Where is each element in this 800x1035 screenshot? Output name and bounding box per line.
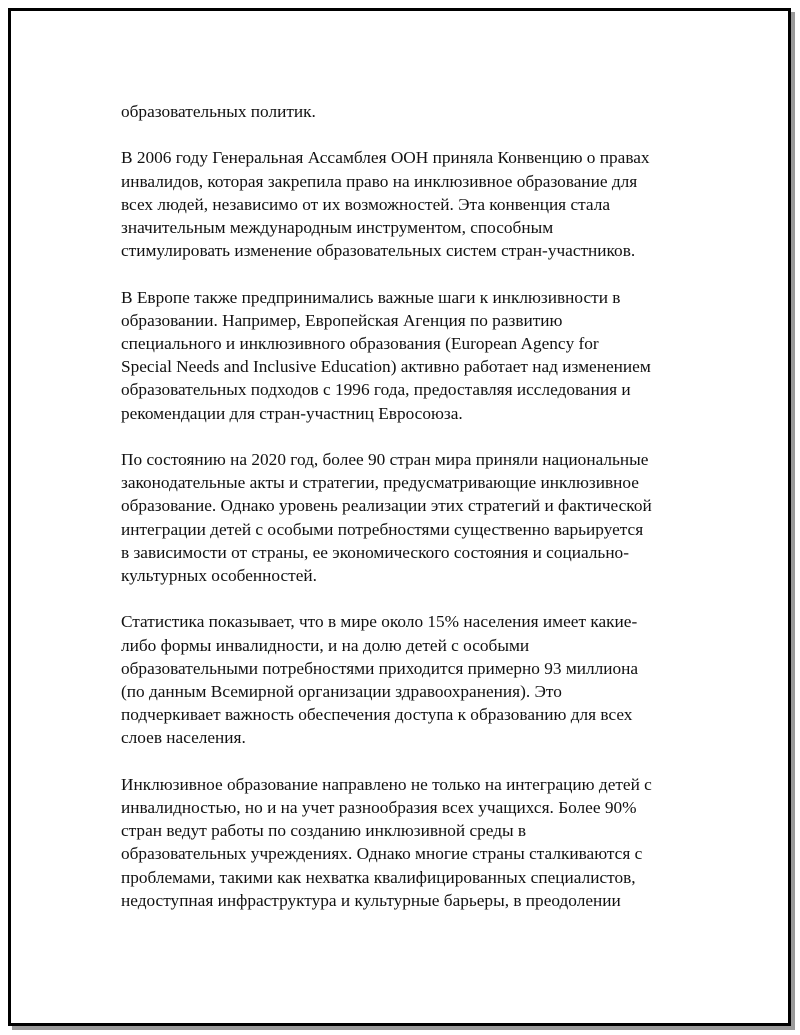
text-line: образовательных подходов с 1996 года, предоставляя исследования и xyxy=(121,380,631,400)
text-line: образовательных политик. xyxy=(121,102,316,121)
text-line: либо формы инвалидности, и на долю детей с особыми xyxy=(121,635,530,655)
text-line: инвалидностью, но и на учет разнообразия всех учащихся. Более 90% xyxy=(121,798,637,818)
paragraph-inclusive-education xyxy=(121,773,701,912)
text-line: образование. Однако уровень реализации этих стратегий и фактической xyxy=(121,496,652,516)
text-line: слоев населения. xyxy=(121,728,246,748)
text-line: Инклюзивное образование направлено не только на интеграцию детей с xyxy=(121,774,652,794)
paragraph-un-convention xyxy=(121,146,701,262)
text-line: образовательных учреждениях. Однако многие страны сталкиваются с xyxy=(121,844,643,864)
text-line: культурных особенностей. xyxy=(121,566,317,586)
text-line: интеграции детей с особыми потребностями существенно варьируется xyxy=(121,519,644,539)
text-line: законодательные акты и стратегии, предусматривающие инклюзивное xyxy=(121,473,639,493)
text-line: рекомендации для стран-участниц Евросоюза. xyxy=(121,403,463,423)
text-line: недоступная инфраструктура и культурные барьеры, в преодолении xyxy=(121,890,621,910)
text-line: подчеркивает важность обеспечения доступа к образованию для всех xyxy=(121,705,633,725)
text-line: стимулировать изменение образовательных систем стран-участников. xyxy=(121,241,636,261)
text-line: Статистика показывает, что в мире около 15% населения имеет какие- xyxy=(121,612,638,632)
text-line: значительным международным инструментом, способным xyxy=(121,218,554,237)
text-line: проблемами, такими как нехватка квалифицированных специалистов, xyxy=(121,867,636,887)
document-page xyxy=(8,8,791,1026)
text-line: специального и инклюзивного образования (European Agency for xyxy=(121,334,599,353)
text-line: (по данным Всемирной организации здравоохранения). Это xyxy=(121,682,562,702)
text-line: всех людей, независимо от их возможностей. Эта конвенция стала xyxy=(121,194,611,214)
text-line: По состоянию на 2020 год, более 90 стран мира приняли национальные xyxy=(121,450,649,469)
page-body xyxy=(121,100,701,935)
paragraph-europe xyxy=(121,286,701,425)
text-line: образовании. Например, Европейская Агенция по развитию xyxy=(121,310,563,330)
text-line: В 2006 году Генеральная Ассамблея ООН приняла Конвенцию о правах xyxy=(121,148,650,168)
text-line: инвалидов, которая закрепила право на инклюзивное образование для xyxy=(121,171,638,191)
paragraph-2020-status xyxy=(121,448,701,587)
text-line: В Европе также предпринимались важные шаги к инклюзивности в xyxy=(121,287,621,307)
paragraph-statistics xyxy=(121,610,701,749)
text-line: в зависимости от страны, ее экономического состояния и социально- xyxy=(121,542,629,562)
text-line: образовательными потребностями приходится примерно 93 миллиона xyxy=(121,658,639,678)
text-line: стран ведут работы по созданию инклюзивной среды в xyxy=(121,821,527,841)
text-line: Special Needs and Inclusive Education) активно работает над изменением xyxy=(121,357,651,377)
paragraph-continuation xyxy=(121,100,701,123)
